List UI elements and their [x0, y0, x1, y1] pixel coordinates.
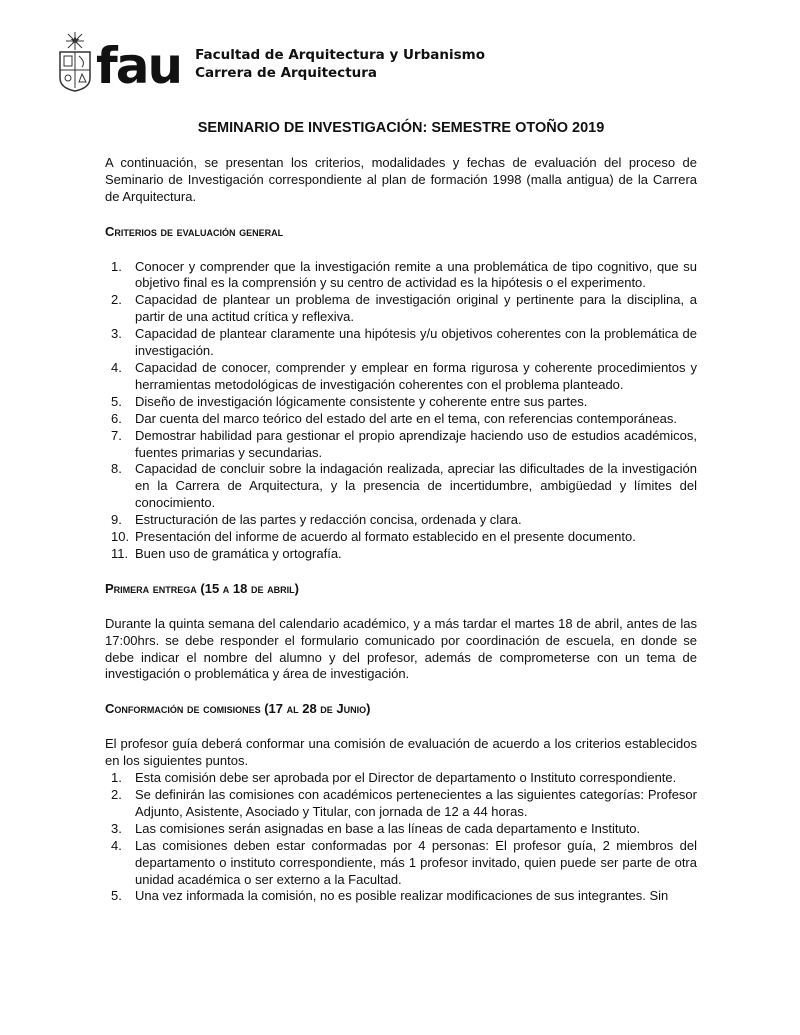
list-text: Esta comisión debe ser aprobada por el Director de departamento o Instituto correspondiente.: [135, 770, 677, 786]
list-number: 2.: [111, 787, 122, 802]
list-item: [105, 529, 697, 546]
list-item: [105, 428, 697, 462]
intro-paragraph: A continuación, se presentan los criterios, modalidades y fechas de evaluación del proceso de Seminario de Investigación correspondiente al plan de formación 1998 (malla antigua) de la Carrera de Arquitectura.: [105, 154, 697, 204]
list-number: 7.: [111, 427, 122, 443]
list-number: 6.: [111, 410, 122, 426]
comisiones-paragraph: El profesor guía deberá conformar una comisión de evaluación de acuerdo a los criterios establecidos en los siguientes puntos.: [105, 736, 697, 769]
list-number: 10.: [111, 529, 130, 545]
list-text: Capacidad de plantear un problema de investigación original y pertinente para la disciplina, a partir de una actitud crítica y reflexiva.: [135, 292, 697, 325]
list-number: 3.: [111, 820, 122, 836]
comisiones-list: [105, 770, 697, 905]
list-number: 5.: [111, 393, 122, 409]
list-item: [105, 512, 697, 529]
document-body: [105, 120, 697, 905]
list-number: 8.: [111, 461, 122, 477]
page-header: [58, 26, 485, 96]
list-item: [105, 461, 697, 512]
university-crest-logo: [58, 30, 92, 92]
criterios-list: [105, 259, 697, 563]
list-item: [105, 292, 697, 326]
list-number: 2.: [111, 292, 122, 308]
list-item: [105, 259, 697, 293]
list-number: 11.: [111, 545, 129, 561]
list-text: Una vez informada la comisión, no es posible realizar modificaciones de sus integrantes. Sin: [135, 888, 669, 904]
list-item: [105, 394, 697, 411]
list-text: Se definirán las comisiones con académicos pertenecientes a las siguientes categorías: Profesor Adjunto, Asistente, Asociado y Titular, con jornada de 12 a 44 horas.: [135, 787, 697, 819]
list-item: [105, 888, 697, 905]
list-text: Capacidad de concluir sobre la indagación realizada, apreciar las dificultades de la investigación en la Carrera de Arquitectura, y la presencia de incertidumbre, ambigüedad y límites del conocimiento.: [135, 461, 697, 511]
list-number: 9.: [111, 512, 122, 528]
list-number: 4.: [111, 837, 122, 853]
list-text: Diseño de investigación lógicamente consistente y coherente entre sus partes.: [135, 393, 588, 409]
list-item: [105, 546, 697, 563]
primera-entrega-paragraph: Durante la quinta semana del calendario académico, y a más tardar el martes 18 de abril, antes de las 17:00hrs. se debe responder el formulario comunicado por coordinación de escuela, en donde se debe indicar el nombre del alumno y del profesor, además de comprometerse con un tema de investigación o problemática y área de investigación.: [105, 615, 697, 682]
list-text: Dar cuenta del marco teórico del estado del arte en el tema, con referencias contemporáneas.: [135, 410, 677, 426]
faculty-name: Facultad de Arquitectura y Urbanismo: [195, 47, 485, 63]
section-heading-primera-entrega: Primera entrega (15 a 18 de abril): [105, 580, 299, 596]
list-text: Presentación del informe de acuerdo al formato establecido en el presente documento.: [135, 529, 636, 545]
list-item: [105, 821, 697, 838]
list-number: 4.: [111, 359, 122, 375]
page-title: SEMINARIO DE INVESTIGACIÓN: SEMESTRE OTOÑO 2019: [197, 120, 605, 136]
list-number: 5.: [111, 888, 122, 904]
section-heading-comisiones: Conformación de comisiones (17 al 28 de Junio): [105, 701, 371, 717]
list-text: Conocer y comprender que la investigación remite a una problemática de tipo cognitivo, que su objetivo final es la comprensión y su centro de actividad es la hipótesis o el experimento.: [135, 258, 697, 291]
fau-logo: fau: [96, 37, 182, 95]
list-text: Demostrar habilidad para gestionar el propio aprendizaje haciendo uso de estudios académicos, fuentes primarias y secundarias.: [135, 427, 697, 460]
list-item: [105, 411, 697, 428]
list-number: 3.: [111, 326, 122, 342]
list-item: [105, 787, 697, 821]
list-text: Capacidad de plantear claramente una hipótesis y/u objetivos coherentes con la problemática de investigación.: [135, 326, 697, 359]
list-item: [105, 838, 697, 889]
list-number: 1.: [111, 258, 122, 274]
list-item: [105, 770, 697, 787]
list-text: Las comisiones serán asignadas en base a las líneas de cada departamento e Instituto.: [135, 820, 641, 836]
list-item: [105, 360, 697, 394]
list-text: Las comisiones deben estar conformadas por 4 personas: El profesor guía, 2 miembros del departamento o instituto correspondiente, más 1 profesor invitado, quien puede ser parte de otra unidad académica o ser externo a la Facultad.: [135, 837, 697, 887]
list-text: Estructuración de las partes y redacción concisa, ordenada y clara.: [135, 512, 522, 528]
list-text: Capacidad de conocer, comprender y emplear en forma rigurosa y coherente procedimientos y herramientas metodológicas de investigación coherentes con el problema planteado.: [135, 359, 697, 392]
list-number: 1.: [111, 770, 122, 786]
list-item: [105, 326, 697, 360]
career-name: Carrera de Arquitectura: [195, 65, 378, 81]
list-text: Buen uso de gramática y ortografía.: [135, 545, 342, 561]
section-heading-criterios: Criterios de evaluación general: [105, 223, 284, 239]
